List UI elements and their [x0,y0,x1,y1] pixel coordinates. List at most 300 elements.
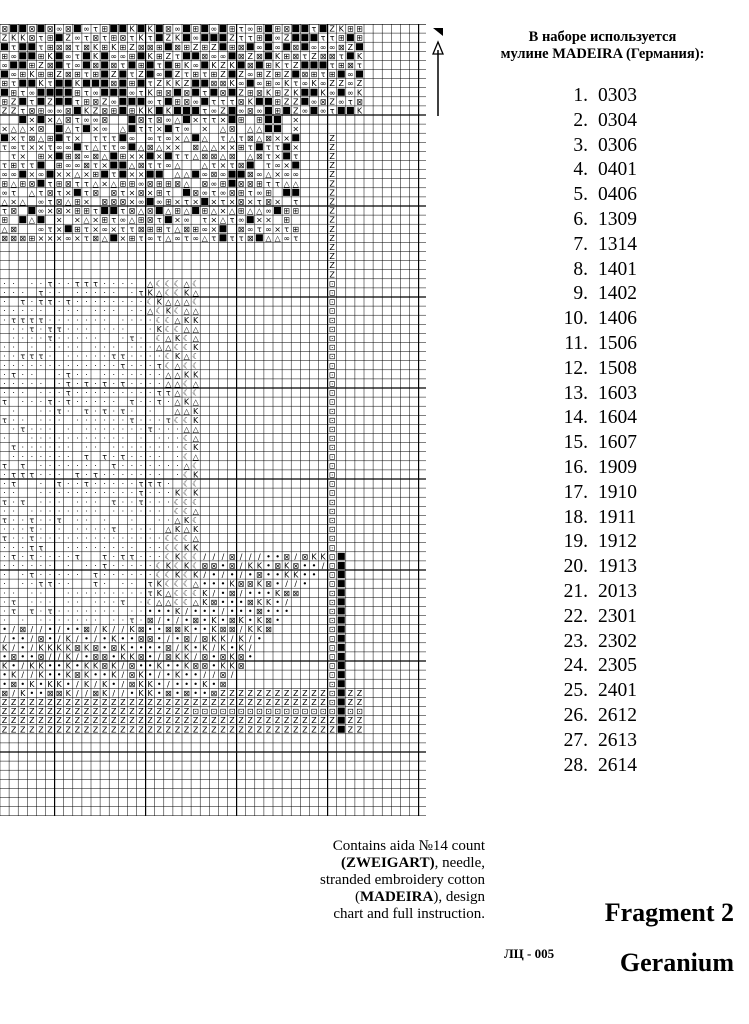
stitch-symbol: / [94,634,97,644]
stitch-symbol: τ [120,552,126,562]
stitch-symbol: · [39,534,43,544]
stitch-symbol: τ [74,552,80,562]
stitch-symbol: τ [129,224,135,234]
stitch-symbol: ☾ [192,552,200,562]
contents-text-5: chart and full instruction. [333,906,485,922]
filled-stitch [338,689,345,696]
stitch-symbol: τ [38,352,44,362]
stitch-symbol: Z [111,698,117,707]
stitch-symbol: · [139,306,143,316]
filled-stitch [147,71,154,78]
stitch-symbol: · [103,415,106,425]
stitch-symbol: Z [120,707,126,717]
stitch-symbol: Z [129,42,135,52]
stitch-symbol: • [302,570,308,580]
stitch-symbol: τ [165,415,171,425]
stitch-symbol: · [94,352,97,362]
stitch-symbol: τ [2,497,7,507]
stitch-symbol: ⊠ [73,643,81,653]
stitch-symbol: ⊠ [19,233,27,243]
stitch-symbol: △ [183,279,190,289]
stitch-symbol: ∞ [192,233,199,243]
stitch-symbol: τ [102,452,108,462]
stitch-symbol: × [37,233,45,243]
stitch-symbol: · [94,543,97,553]
stitch-symbol: Z [192,725,199,735]
stitch-symbol: ⊠ [301,552,309,562]
stitch-symbol: K [356,88,363,98]
stitch-symbol: ∞ [183,215,190,225]
stitch-symbol: ⊞ [101,215,109,225]
stitch-symbol: ⊞ [192,224,200,234]
stitch-symbol: · [130,534,134,544]
stitch-symbol: / [157,670,161,680]
stitch-symbol: × [73,233,81,243]
filled-stitch [338,671,345,678]
stitch-symbol: × [83,197,90,207]
filled-stitch [219,43,226,50]
stitch-symbol: · [148,470,152,480]
filled-stitch [347,107,354,114]
stitch-symbol: • [247,616,253,626]
stitch-symbol: / [239,552,243,562]
stitch-symbol: Z [256,716,263,726]
stitch-symbol: ☾ [155,315,163,325]
stitch-symbol: Z [47,707,53,717]
stitch-symbol: K [156,579,162,589]
stitch-symbol: / [3,634,6,644]
stitch-symbol: · [21,525,25,535]
stitch-symbol: τ [247,142,253,152]
stitch-symbol: · [148,415,152,425]
stitch-symbol: × [164,142,172,152]
stitch-symbol: τ [11,443,17,453]
stitch-symbol: τ [84,33,89,43]
stitch-symbol: × [192,197,200,207]
stitch-symbol: τ [2,461,7,471]
stitch-symbol: Z [211,716,217,726]
stitch-symbol: ⊠ [28,24,36,34]
filled-stitch [338,562,345,569]
stitch-symbol: · [112,434,116,444]
stitch-symbol: · [139,379,143,389]
stitch-symbol: τ [38,297,44,307]
stitch-symbol: Z [101,698,108,707]
stitch-symbol: · [3,470,6,480]
stitch-symbol: ⊞ [101,24,109,34]
stitch-symbol: △ [56,115,63,125]
stitch-symbol: τ [11,188,17,198]
stitch-symbol: ⊡ [328,534,336,544]
stitch-symbol: • [129,643,135,653]
stitch-symbol: · [121,561,125,571]
stitch-symbol: Z [147,707,153,717]
stitch-symbol: × [210,197,218,207]
stitch-symbol: Z [183,79,190,89]
stitch-symbol: K [193,343,199,353]
stitch-symbol: · [48,461,52,471]
stitch-symbol: τ [165,388,171,398]
stitch-symbol: Z [229,716,235,726]
stitch-symbol: · [130,497,134,507]
stitch-symbol: · [94,588,97,598]
stitch-symbol: K [111,634,117,644]
filled-stitch [19,171,26,178]
stitch-symbol: ⊞ [192,24,200,34]
stitch-symbol: △ [201,233,208,243]
stitch-symbol: ⊡ [328,379,336,389]
stitch-symbol: · [12,288,15,298]
stitch-symbol: · [39,324,43,334]
stitch-symbol: △ [165,233,172,243]
stitch-symbol: ⊡ [328,461,336,471]
stitch-symbol: K [193,370,199,380]
stitch-symbol: · [94,397,97,407]
stitch-symbol: ∞ [337,97,345,107]
thread-code: 2013 [598,580,637,602]
stitch-symbol: • [229,597,235,607]
stitch-symbol: Z [174,716,181,726]
stitch-symbol: Z [202,698,208,707]
stitch-symbol: ∞ [310,97,318,107]
filled-stitch [338,635,345,642]
stitch-symbol: △ [92,142,99,152]
stitch-symbol: · [130,306,134,316]
stitch-symbol: ☾ [173,588,182,598]
stitch-symbol: ☾ [192,561,200,571]
stitch-symbol: K [220,634,226,644]
thread-number: 22. [563,605,588,627]
stitch-symbol: × [1,124,8,134]
stitch-symbol: · [130,543,134,553]
stitch-symbol: K [29,679,35,689]
stitch-symbol: △ [19,124,26,134]
stitch-symbol: τ [120,188,126,198]
filled-stitch [119,25,126,32]
filled-stitch [83,61,90,68]
stitch-symbol: · [12,415,15,425]
thread-item [548,109,637,134]
filled-stitch [247,80,254,87]
stitch-symbol: △ [137,206,145,216]
stitch-symbol: ⊞ [356,24,363,34]
filled-stitch [283,189,290,196]
filled-stitch [265,25,272,32]
stitch-symbol: K [202,679,208,689]
filled-stitch [37,25,44,32]
stitch-symbol: ∞ [119,142,127,152]
stitch-symbol: ⊠ [228,588,236,598]
stitch-symbol: K [229,61,235,70]
stitch-symbol: · [94,288,97,298]
filled-stitch [219,234,226,241]
stitch-symbol: · [48,570,52,580]
stitch-symbol: · [21,552,25,562]
header-line-2: мулине MADEIRA (Германия): [500,46,705,62]
stitch-symbol: △ [101,233,108,243]
stitch-symbol: • [211,652,217,662]
stitch-symbol: ⊞ [46,33,54,43]
stitch-symbol: · [103,315,106,325]
filled-stitch [338,71,345,78]
stitch-symbol: Z [138,707,144,717]
stitch-symbol: Z [165,33,172,43]
stitch-symbol: τ [84,479,89,489]
stitch-symbol: · [85,470,88,480]
stitch-symbol: · [130,297,134,307]
stitch-symbol: · [66,352,70,362]
stitch-symbol: / [30,643,34,653]
stitch-symbol: △ [1,224,8,234]
stitch-symbol: τ [93,570,98,580]
thread-code: 2613 [598,729,637,751]
filled-stitch [338,89,345,96]
stitch-symbol: ☾ [192,461,200,471]
stitch-symbol: ∞ [256,170,263,180]
stitch-symbol: Z [20,716,26,726]
stitch-symbol: K [11,33,17,43]
stitch-symbol: · [12,343,15,353]
stitch-symbol: K [174,525,181,535]
filled-stitch [119,162,126,169]
stitch-symbol: ⊠ [164,24,172,34]
stitch-symbol: · [48,443,52,453]
stitch-symbol: ☾ [182,443,191,453]
stitch-symbol: · [121,370,125,380]
stitch-symbol: Z [38,61,44,70]
stitch-symbol: ⊞ [19,179,27,189]
stitch-symbol: · [66,425,70,434]
stitch-symbol: ⊠ [37,124,45,134]
stitch-symbol: ⊠ [283,552,291,562]
stitch-symbol: τ [357,61,362,70]
stitch-symbol: ⊞ [237,206,245,216]
stitch-symbol: × [292,142,300,152]
stitch-symbol: ⊞ [55,161,63,171]
kit-contents-note [246,838,485,923]
stitch-symbol: △ [19,197,26,207]
stitch-symbol: Z [92,707,99,717]
stitch-symbol: ⊠ [192,142,200,152]
stitch-symbol: · [85,324,88,334]
stitch-symbol: Z [329,170,335,180]
stitch-symbol: · [57,388,61,398]
stitch-symbol: τ [11,152,17,161]
stitch-symbol: · [85,461,88,471]
filled-stitch [28,80,35,87]
filled-stitch [37,162,44,169]
filled-stitch [56,89,63,96]
stitch-symbol: K [38,661,44,671]
stitch-symbol: / [94,625,97,635]
stitch-symbol: · [85,415,88,425]
stitch-symbol: τ [175,51,180,61]
stitch-symbol: K [256,597,262,607]
stitch-symbol: K [174,552,181,562]
stitch-symbol: △ [83,215,90,225]
stitch-symbol: · [94,425,97,434]
stitch-symbol: × [228,197,236,207]
stitch-symbol: ∞ [92,115,99,125]
thread-code: 0306 [598,134,637,156]
stitch-symbol: Z [302,688,308,698]
filled-stitch [101,71,108,78]
stitch-symbol: Z [156,79,162,89]
stitch-symbol: ⊠ [137,188,145,198]
stitch-symbol: τ [120,452,126,462]
stitch-symbol: Z [56,716,62,726]
filled-stitch [301,61,308,68]
stitch-symbol: τ [293,79,299,89]
stitch-symbol: ⊡ [328,479,336,489]
stitch-symbol: △ [265,170,272,180]
stitch-symbol: K [320,88,326,98]
stitch-symbol: Z [38,716,44,726]
stitch-symbol: K [102,679,108,689]
stitch-symbol: / [212,588,216,598]
thread-item [548,382,637,407]
stitch-symbol: Z [138,725,144,735]
stitch-symbol: • [266,607,271,616]
stitch-symbol: · [66,361,70,371]
filled-stitch [74,189,81,196]
stitch-symbol: ∞ [64,142,72,152]
stitch-symbol: × [46,206,54,216]
stitch-symbol: · [103,297,106,307]
stitch-symbol: × [55,224,63,234]
stitch-symbol: • [175,661,180,671]
stitch-symbol: · [148,488,152,498]
stitch-symbol: ⊠ [92,688,99,698]
stitch-symbol: ∞ [37,170,45,180]
stitch-symbol: · [30,343,34,353]
stitch-symbol: · [57,443,61,453]
filled-stitch [310,107,317,114]
stitch-symbol: · [148,370,152,380]
stitch-symbol: τ [120,224,126,234]
stitch-symbol: Z [156,716,162,726]
thread-number: 21. [563,580,588,602]
stitch-symbol: · [112,370,116,380]
stitch-symbol: · [21,579,25,589]
stitch-symbol: · [157,488,161,498]
stitch-symbol: / [248,634,252,644]
stitch-symbol: · [21,288,25,298]
stitch-symbol: K [56,679,62,689]
stitch-symbol: · [3,279,6,289]
stitch-symbol: ⊞ [137,215,145,225]
stitch-symbol: · [130,388,134,398]
stitch-symbol: × [28,124,36,134]
thread-code: 1604 [598,407,637,429]
stitch-symbol: · [157,516,161,525]
stitch-symbol: • [193,643,199,653]
stitch-symbol: △ [247,124,254,134]
stitch-symbol: · [76,534,79,544]
stitch-symbol: · [139,525,143,535]
filled-stitch [320,25,327,32]
stitch-symbol: K [193,488,199,498]
stitch-symbol: ⊠ [265,133,272,143]
stitch-symbol: / [221,570,225,580]
stitch-symbol: τ [102,142,108,152]
filled-stitch [37,98,44,105]
filled-stitch [138,52,145,59]
stitch-symbol: τ [211,233,217,243]
stitch-symbol: τ [238,233,244,243]
stitch-symbol: △ [256,124,263,134]
stitch-symbol: τ [11,470,17,480]
stitch-symbol: · [103,579,106,589]
stitch-symbol: Z [220,725,226,735]
stitch-symbol: · [94,561,97,571]
stitch-symbol: ⊠ [55,42,63,52]
stitch-symbol: · [148,552,152,562]
stitch-symbol: △ [201,133,208,143]
stitch-symbol: ⊠ [174,179,181,189]
stitch-symbol: · [3,297,6,307]
stitch-symbol: × [64,170,72,180]
stitch-symbol: × [46,115,54,125]
stitch-symbol: τ [20,497,26,507]
stitch-symbol: · [148,561,152,571]
stitch-symbol: · [3,370,6,380]
stitch-symbol: τ [84,142,89,152]
stitch-symbol: K [256,561,262,571]
thread-item [548,630,637,655]
stitch-symbol: · [157,461,161,471]
stitch-symbol: / [121,625,125,635]
stitch-symbol: × [174,197,181,207]
stitch-symbol: τ [11,552,17,562]
stitch-symbol: · [130,607,134,616]
stitch-symbol: ⊠ [92,33,99,43]
stitch-symbol: · [3,352,6,362]
stitch-symbol: ⊡ [310,707,318,717]
stitch-symbol: ∞ [10,170,17,180]
stitch-symbol: ⊞ [164,179,172,189]
stitch-symbol: ⊞ [146,224,154,234]
stitch-symbol: K [29,661,35,671]
thread-item [548,605,637,630]
stitch-symbol: · [94,379,97,389]
stitch-symbol: · [130,570,134,580]
stitch-symbol: ⊡ [328,324,336,334]
stitch-symbol: ⊞ [255,70,263,80]
stitch-symbol: ☾ [182,588,191,598]
stitch-symbol: K [274,61,281,70]
stitch-symbol: Z [202,725,208,735]
stitch-symbol: · [39,488,43,498]
stitch-symbol: · [148,379,152,389]
stitch-symbol: ⊠ [119,33,127,43]
stitch-symbol: △ [174,379,181,389]
stitch-symbol: ∞ [137,179,145,189]
stitch-symbol: × [10,197,18,207]
stitch-symbol: · [103,597,106,607]
stitch-symbol: · [3,479,6,489]
thread-code: 1607 [598,432,637,454]
stitch-symbol: Z [120,716,126,726]
stitch-symbol: × [219,115,227,125]
stitch-symbol: τ [111,142,117,152]
stitch-symbol: · [66,607,70,616]
stitch-symbol: ⊠ [164,652,172,662]
stitch-symbol: ⊠ [237,161,245,171]
stitch-symbol: τ [29,552,35,562]
stitch-symbol: • [102,643,108,653]
stitch-symbol: · [12,334,15,343]
